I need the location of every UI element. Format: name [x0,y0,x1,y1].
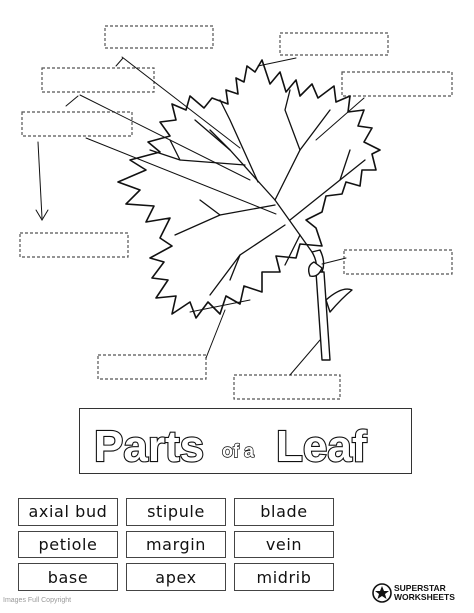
label-box-9[interactable] [234,375,340,399]
copyright-text: Images Full Copyright [3,597,72,604]
superstar-logo [372,578,462,608]
word-vein[interactable]: vein [234,531,334,559]
word-midrib[interactable]: midrib [234,563,334,591]
logo-line1: SUPERSTAR [394,583,446,593]
label-box-6[interactable] [20,233,128,257]
stipule [326,289,352,312]
label-box-4[interactable] [342,72,452,96]
star-icon [372,581,392,605]
label-box-2[interactable] [280,33,388,55]
label-box-1[interactable] [105,26,213,48]
leaf-blade [118,60,380,318]
label-box-3[interactable] [42,68,154,92]
word-blade[interactable]: blade [234,498,334,526]
title-box [79,408,412,474]
word-petiole[interactable]: petiole [18,531,118,559]
worksheet-title [80,409,413,475]
title-of-a: of a [222,441,255,461]
word-bank [18,498,334,591]
title-leaf: Leaf [276,422,367,471]
word-stipule[interactable]: stipule [126,498,226,526]
title-parts: Parts [94,422,205,471]
word-axial-bud[interactable]: axial bud [18,498,118,526]
label-box-8[interactable] [98,355,206,379]
branch-stem [316,272,330,360]
word-apex[interactable]: apex [126,563,226,591]
word-margin[interactable]: margin [126,531,226,559]
label-box-7[interactable] [344,250,452,274]
logo-line2: WORKSHEETS [394,592,455,602]
label-box-5[interactable] [22,112,132,136]
word-base[interactable]: base [18,563,118,591]
